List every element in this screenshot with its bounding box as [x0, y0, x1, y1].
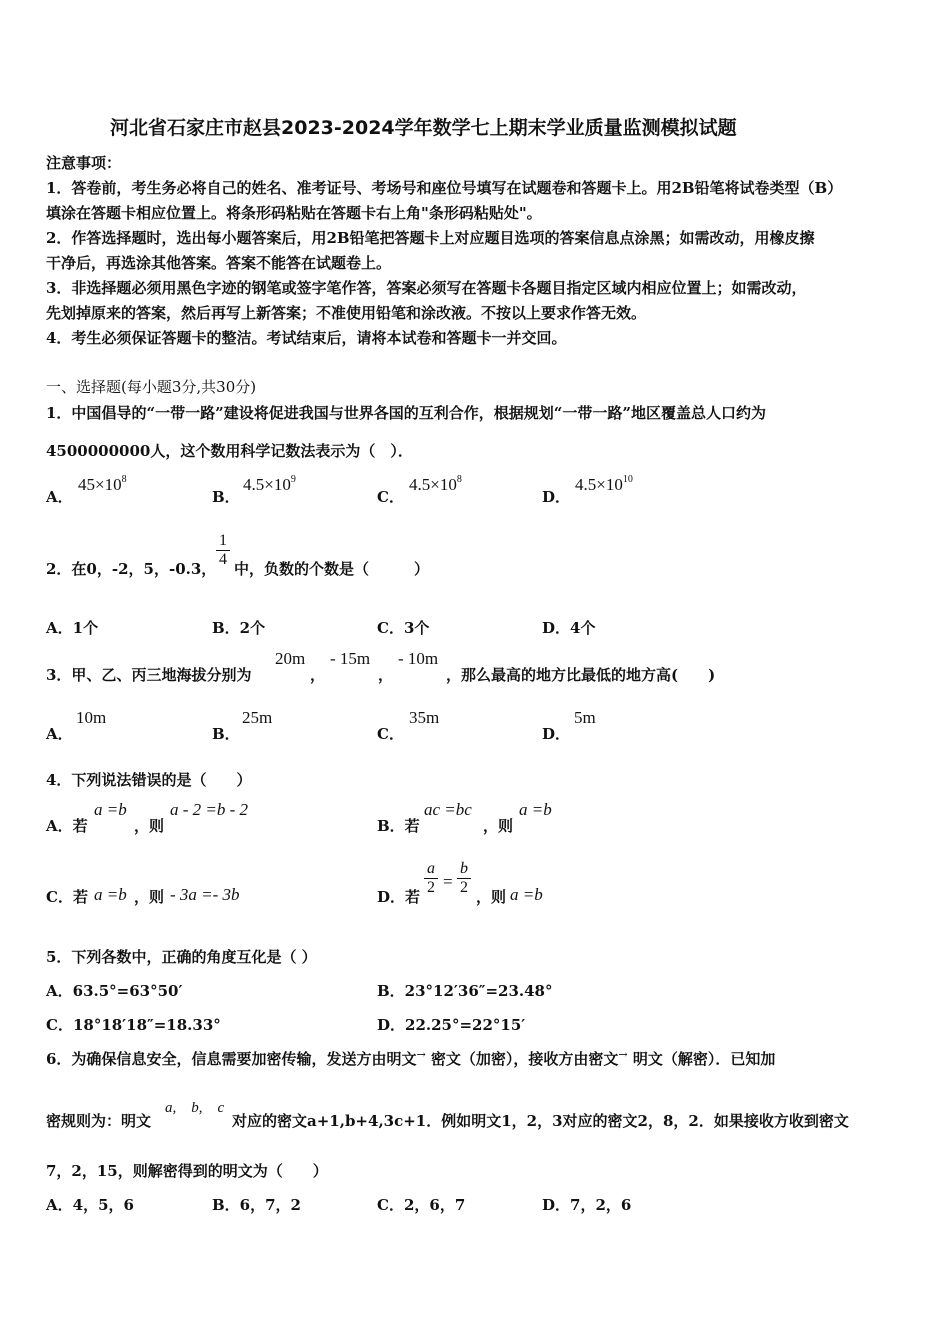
q4-option-c-result: - 3a =- 3b — [170, 885, 240, 904]
q4-option-d-then: ，则 — [476, 888, 507, 906]
q2-fraction-numerator: 1 — [219, 532, 227, 549]
q2-option-b: B．2个 — [212, 619, 266, 637]
q5-option-b: B．23°12′36″=23.48° — [377, 982, 553, 1000]
q1-option-a-value: $45\times 10^8$ — [78, 474, 127, 494]
q6-line2-pre: 密规则为：明文 — [46, 1112, 152, 1130]
q6-option-d: D．7，2，6 — [542, 1196, 632, 1214]
q3-stem-post: ，那么最高的地方比最低的地方高( ) — [446, 666, 716, 684]
fraction-numerator: b — [460, 860, 468, 877]
q6-option-b: B．6，7，2 — [212, 1196, 301, 1214]
q3-comma: ， — [310, 666, 326, 684]
notice-line: 填涂在答题卡相应位置上。将条形码粘贴在答题卡右上角"条形码粘贴处"。 — [46, 204, 542, 222]
q1-stem-line1: 1．中国倡导的“一带一路”建设将促进我国与世界各国的互利合作，根据规划“一带一路”地区覆盖总人口约为 — [46, 404, 766, 422]
q4-stem: 4．下列说法错误的是（ ） — [46, 771, 252, 789]
q3-altitude-2: - 15m — [330, 649, 371, 668]
q6-text: 密文（加密），接收方由密文 — [430, 1050, 619, 1068]
q6-variables: a, b, c — [165, 1100, 225, 1116]
q4-option-d-fraction-a — [424, 860, 438, 897]
q1-option-d-label: D． — [542, 488, 571, 506]
q4-option-c-then: ，则 — [134, 888, 165, 906]
q5-stem: 5．下列各数中，正确的角度互化是（ ） — [46, 948, 317, 966]
q3-altitude-3: - 10m — [398, 649, 439, 668]
q6-text: 明文（解密）．已知加 — [632, 1050, 776, 1068]
fraction-numerator: a — [427, 860, 435, 877]
q2-stem-pre: 2．在0，-2，5，-0.3， — [46, 560, 217, 578]
page-title: 河北省石家庄市赵县2023-2024学年数学七上期末学业质量监测模拟试题 — [110, 117, 737, 139]
q4-option-c-label: C．若 — [46, 888, 88, 906]
notice-heading: 注意事项： — [46, 154, 122, 172]
q6-line2-post: 对应的密文a+1,b+4,3c+1．例如明文1，2，3对应的密文2，8，2．如果接收方收到密文 — [232, 1112, 849, 1130]
q1-option-c-value: $4.5\times 10^8$ — [409, 474, 462, 494]
q3-option-b-value: 25m — [242, 708, 273, 727]
q3-comma: ， — [378, 666, 394, 684]
q6-line3: 7，2，15，则解密得到的明文为（ ） — [46, 1162, 328, 1180]
q4-option-a-label: A．若 — [46, 817, 88, 835]
section-heading: 一、选择题(每小题3分,共30分) — [46, 378, 257, 396]
q3-option-a-label: A． — [46, 725, 73, 743]
notice-line: 1．答卷前，考生务必将自己的姓名、准考证号、考场号和座位号填写在试题卷和答题卡上。用2B铅笔将试卷类型（B） — [46, 179, 843, 197]
q3-altitude-1: 20m — [275, 649, 306, 668]
q4-option-b-result: a =b — [519, 800, 552, 819]
q2-fraction-denominator: 4 — [216, 550, 230, 569]
q4-option-b-label: B．若 — [377, 817, 420, 835]
q4-option-b-then: ，则 — [483, 817, 514, 835]
notice-line: 3．非选择题必须用黑色字迹的钢笔或签字笔作答，答案必须写在答题卡各题目指定区域内相应位置上；如需改动， — [46, 279, 807, 297]
q2-fraction — [216, 532, 230, 569]
q6-text: 6．为确保信息安全，信息需要加密传输，发送方由明文 — [46, 1050, 417, 1068]
arrow-icon: → — [618, 1048, 628, 1061]
q2-option-a: A．1个 — [46, 619, 99, 637]
q3-option-c-label: C． — [377, 725, 404, 743]
q1-stem-line2: 4500000000人，这个数用科学记数法表示为（ ）． — [46, 442, 413, 460]
q4-option-d-result: a =b — [510, 885, 543, 904]
q4-option-b-condition: ac =bc — [424, 800, 472, 819]
q3-option-b-label: B． — [212, 725, 240, 743]
q4-option-d-equals: = — [443, 872, 453, 891]
q4-option-a-condition: a =b — [94, 800, 127, 819]
q1-option-d-value: $4.5\times 10^{10}$ — [575, 474, 633, 494]
notice-line: 先划掉原来的答案，然后再写上新答案；不准使用铅笔和涂改液。不按以上要求作答无效。 — [46, 304, 647, 322]
q6-line1 — [46, 1048, 775, 1069]
q4-option-a-then: ，则 — [134, 817, 165, 835]
q1-option-b-label: B． — [212, 488, 240, 506]
arrow-icon: → — [416, 1048, 426, 1061]
q5-option-c: C．18°18′18″=18.33° — [46, 1016, 221, 1034]
q3-option-d-label: D． — [542, 725, 571, 743]
q5-option-a: A．63.5°=63°50′ — [46, 982, 183, 1000]
q3-option-c-value: 35m — [409, 708, 440, 727]
q4-option-c-condition: a =b — [94, 885, 127, 904]
q3-stem-pre: 3．甲、乙、丙三地海拔分别为 — [46, 666, 252, 684]
q4-option-d-fraction-b — [457, 860, 471, 897]
q6-option-a: A．4，5，6 — [46, 1196, 134, 1214]
notice-line: 2．作答选择题时，选出每小题答案后，用2B铅笔把答题卡上对应题目选项的答案信息点涂黑；如需改动，用橡皮擦 — [46, 229, 815, 247]
notice-line: 4．考生必须保证答题卡的整洁。考试结束后，请将本试卷和答题卡一并交回。 — [46, 329, 567, 347]
fraction-denominator: 2 — [457, 878, 471, 897]
q4-option-a-result: a - 2 =b - 2 — [170, 800, 249, 819]
q4-option-d-label: D．若 — [377, 888, 421, 906]
q1-option-b-value: $4.5\times 10^9$ — [243, 474, 296, 494]
q2-option-c: C．3个 — [377, 619, 430, 637]
q6-option-c: C．2，6，7 — [377, 1196, 466, 1214]
q3-option-d-value: 5m — [574, 708, 596, 727]
notice-line: 干净后，再选涂其他答案。答案不能答在试题卷上。 — [46, 254, 392, 272]
q1-option-c-label: C． — [377, 488, 404, 506]
q5-option-d: D．22.25°=22°15′ — [377, 1016, 526, 1034]
fraction-denominator: 2 — [424, 878, 438, 897]
q2-stem-post: 中，负数的个数是（ ） — [234, 560, 430, 578]
q3-option-a-value: 10m — [76, 708, 107, 727]
q2-option-d: D．4个 — [542, 619, 596, 637]
q1-option-a-label: A． — [46, 488, 73, 506]
